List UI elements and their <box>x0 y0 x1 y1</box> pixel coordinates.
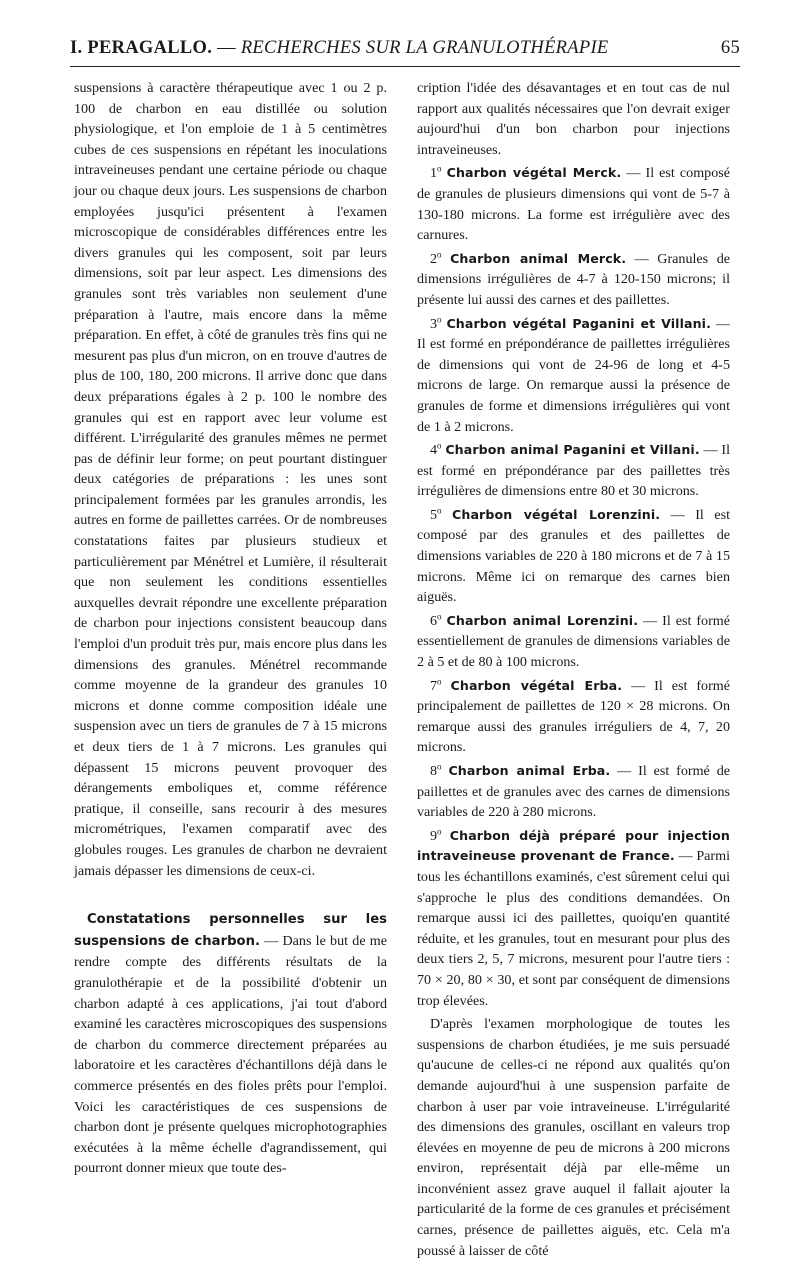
item-text: — Il est formé principalement de paillettes de 120 × 28 microns. On remarque aussi des granules irréguliers de 4, 7, 20 microns. <box>417 677 731 756</box>
item-text: — Il est composé par des granules et des paillettes de dimensions variables de 220 à 180 microns et de 7 à 15 microns. Même ici on remarque des carnes bien aiguës. <box>417 506 730 606</box>
section-heading: Constatations personnelles sur les suspensions de charbon. <box>74 912 387 949</box>
item-text: — Il est formé essentiellement de granules de dimensions variables de 2 à 5 et de 80 à 100 microns. <box>417 612 730 671</box>
body-paragraph: cription l'idée des désavantages et en tout cas de nul rapport aux qualités nécessaires que l'on devrait exiger aujourd'hui d'un bon charbon pour injections intraveineuses. <box>417 80 730 158</box>
item-label: Charbon végétal Merck. <box>446 165 622 181</box>
item-number: 7 <box>430 677 438 694</box>
item-label: Charbon déjà préparé pour injection intraveineuse provenant de France. <box>417 827 730 864</box>
item-ordinal: o <box>437 826 442 837</box>
item-label: Charbon animal Paganini et Villani. <box>445 442 700 458</box>
list-item-7 <box>417 676 730 758</box>
item-number: 5 <box>430 506 438 523</box>
list-item-1 <box>417 163 730 245</box>
item-label: Charbon animal Merck. <box>450 250 627 266</box>
body-paragraph: suspensions à caractère thérapeutique avec 1 ou 2 p. 100 de charbon en eau distillée ou solution physiologique, et l'on emploie de 1 à 5 centimètres cubes de ces suspensions en répétant les inoculations intraveineuses pendant une certaine période ou chaque jour ou chaque deux jours. Les suspensions de charbon employées jusqu'ici présentent à l'examen microscopique de considérables différences entre les divers granules qui les composent, soit par leurs dimensions, soit par leur aspect. Les dimensions des granules sont très variables non seulement d'une préparation à l'autre, mais encore dans la même préparation. En effet, à côté de granules très fins qui ne mesurent pas plus d'un micron, on en trouve d'autres de plus de 100, 180, 200 microns. Il arrive donc que dans deux préparations égales à 2 p. 100 le nombre des granules qui est en rapport avec leur volume est différent. L'irrégularité des granules mêmes ne permet pas de définir leur forme; on peut pourtant distinguer deux catégories de préparations : les unes sont principalement formées par les granules arrondis, les autres en forme de paillettes carrées. Or de nombreuses constatations faites par plusieurs studieux et particulièrement par Ménétrel et Lumière, il résulterait que non seulement les conditions essentielles auxquelles devrait répondre une excellente préparation de charbon pour injections consistent beaucoup dans l'emploi d'un produit très pur, mais encore plus dans les dimensions des granules. Ménétrel recommande comme moyenne de la grandeur des granules 10 microns et donne comme composition idéale une suspension avec un tiers de granules de 7 à 15 microns et deux tiers de 1 à 7 microns. Les granules qui dépassent 15 microns peuvent provoquer des dérangements emboliques et, comme référence pratique, il conseille, sans recourir à des mesures micrométriques, l'examen comparatif avec des globules rouges. Les granules de charbon ne devraient jamais dépasser les dimensions de ceux-ci. <box>74 80 387 879</box>
conclusion-paragraph: D'après l'examen morphologique de toutes les suspensions de charbon étudiées, je me suis persuadé qu'aucune de celles-ci ne répond aux qualités qu'on demande aujourd'hui à une suspension parfaite de charbon à user par voie intraveineuse. L'irrégularité des dimensions des granules, oscillant en valeurs trop élevées en moyenne de peu de microns à 200 microns environ, représentait déjà par elle-même un inconvénient assez grave auquel il fallait ajouter la particularité de la forme de ces granules et précisément carnes, présence de paillettes aiguës, etc. Cela m'a poussé à laisser de côté <box>417 1016 730 1259</box>
item-ordinal: o <box>437 675 442 686</box>
item-number: 1 <box>430 165 438 182</box>
item-text: — Granules de dimensions irrégulières de 4-7 à 120-150 microns; il présente lui aussi des carnes et des paillettes. <box>417 250 730 308</box>
page-number: 65 <box>720 38 740 58</box>
running-header <box>70 38 740 67</box>
item-number: 8 <box>430 763 438 779</box>
list-item-2 <box>417 249 730 311</box>
list-item-4 <box>417 440 730 502</box>
item-label: Charbon végétal Erba. <box>450 677 623 693</box>
section-text: — Dans le but de me rendre compte des différents résultats de la granulothérapie et de la possibilité d'obtenir un charbon adapté à ces applications, j'ai tout d'abord examiné les caractères microscopiques des suspensions de charbon du commerce directement préparées au laboratoire et les caractères d'échantillons déjà dans le commerce présentés en des fioles prêts pour l'emploi. Voici les caractéristiques de ces suspensions de charbon dont je présente quelques microphotographies exécutées à la même échelle d'agrandissement, qui pourront donner mieux que toute des- <box>74 932 387 1177</box>
header-separator: — <box>212 38 241 58</box>
item-ordinal: o <box>437 249 442 260</box>
item-number: 3 <box>430 315 438 332</box>
right-column <box>417 78 730 1261</box>
item-ordinal: o <box>437 440 442 451</box>
item-label: Charbon végétal Paganini et Villani. <box>446 315 711 331</box>
running-title <box>70 38 609 59</box>
list-item-3 <box>417 314 730 438</box>
item-ordinal: o <box>437 163 442 174</box>
item-text: — Il est formé de paillettes et de granules avec des carnes de dimensions variables de 220 à 280 microns. <box>417 763 730 821</box>
item-number: 9 <box>430 827 438 844</box>
item-ordinal: o <box>437 761 442 772</box>
item-text: — Parmi tous les échantillons examinés, c'est sûrement celui qui s'approche le plus des conditions demandées. On remarque aussi ici des paillettes, quoiqu'en quantité réduite, et les granules, tout en mesurant pour plus des deux tiers 2, 5, 7 microns, mesurent pour l'autre tiers : 70 × 20, 80 × 30, et sont par conséquent de dimensions trop élevées. <box>417 848 730 1009</box>
list-item-5 <box>417 505 730 608</box>
header-author: I. PERAGALLO. <box>70 38 213 58</box>
item-number: 6 <box>430 612 438 629</box>
item-label: Charbon végétal Lorenzini. <box>452 506 661 522</box>
item-text: — Il est formé en prépondérance par des paillettes très irrégulières de dimensions entre 80 et 30 microns. <box>417 442 730 500</box>
list-item-6 <box>417 611 730 673</box>
item-text: — Il est composé de granules de plusieurs dimensions qui vont de 5-7 à 130-180 microns. La forme est irrégulière avec des carnures. <box>417 165 730 244</box>
item-ordinal: o <box>437 505 442 516</box>
left-column <box>74 78 387 1179</box>
item-ordinal: o <box>437 611 442 622</box>
item-text: — Il est formé en prépondérance de paillettes irrégulières de dimensions qui vont de 24-96 de long et 4-5 microns de large. On remarque aussi la présence de granules de forme et dimensions irrégulières qui vont de 1 à 2 microns. <box>417 315 730 435</box>
item-label: Charbon animal Erba. <box>448 763 611 778</box>
item-number: 4 <box>430 442 438 459</box>
item-ordinal: o <box>437 313 442 324</box>
list-item-9 <box>417 826 730 1011</box>
item-label: Charbon animal Lorenzini. <box>446 612 639 628</box>
section-paragraph <box>74 909 387 1179</box>
header-title: RECHERCHES SUR LA GRANULOTHÉRAPIE <box>240 38 609 58</box>
item-number: 2 <box>430 250 438 267</box>
list-item-8 <box>417 761 730 823</box>
